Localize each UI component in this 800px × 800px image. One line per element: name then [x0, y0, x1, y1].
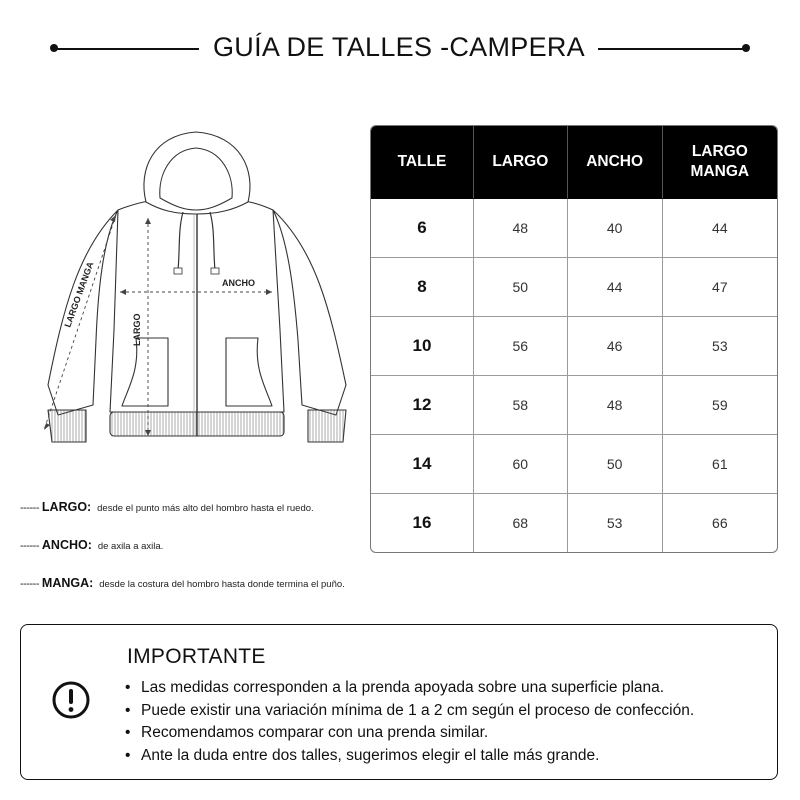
- header-ancho: ANCHO: [568, 126, 663, 199]
- legend-dash: ------: [20, 540, 39, 552]
- table-row: [371, 258, 777, 317]
- important-item: • Las medidas corresponden a la prenda apoyada sobre una superficie plana.: [125, 677, 694, 700]
- legend-largo: [20, 500, 365, 516]
- cell-talle: 14: [371, 435, 474, 494]
- label-largo: LARGO: [132, 313, 142, 346]
- header-largo-manga: [663, 126, 777, 199]
- table-row: [371, 435, 777, 494]
- cell-largo-manga: 47: [663, 258, 777, 317]
- cell-ancho: 50: [568, 435, 663, 494]
- important-item: • Recomendamos comparar con una prenda similar.: [125, 722, 694, 745]
- cell-ancho: 46: [568, 317, 663, 376]
- legend-term: MANGA:: [41, 576, 94, 590]
- important-item: • Ante la duda entre dos talles, sugerimos elegir el talle más grande.: [125, 745, 694, 768]
- legend-term: LARGO:: [41, 500, 92, 514]
- cell-largo: 48: [474, 199, 568, 258]
- cell-ancho: 53: [568, 494, 663, 552]
- legend-dash: ------: [20, 502, 39, 514]
- header-largo-manga-label: LARGO MANGA: [690, 143, 750, 180]
- table-row: [371, 494, 777, 552]
- measurement-legend: [20, 500, 365, 605]
- cell-largo-manga: 53: [663, 317, 777, 376]
- cell-largo-manga: 44: [663, 199, 777, 258]
- legend-desc: desde la costura del hombro hasta donde termina el puño.: [99, 579, 345, 590]
- cell-largo: 68: [474, 494, 568, 552]
- cell-largo: 60: [474, 435, 568, 494]
- important-list: [125, 677, 694, 767]
- cell-talle: 10: [371, 317, 474, 376]
- cell-largo: 50: [474, 258, 568, 317]
- legend-term: ANCHO:: [41, 538, 92, 552]
- title-line-left: [54, 48, 199, 50]
- cell-ancho: 48: [568, 376, 663, 435]
- important-box: [20, 624, 778, 780]
- table-row: [371, 376, 777, 435]
- table-row: [371, 199, 777, 258]
- cell-largo-manga: 61: [663, 435, 777, 494]
- legend-desc: desde el punto más alto del hombro hasta el ruedo.: [97, 503, 314, 514]
- page-title: GUÍA DE TALLES -CAMPERA: [212, 32, 585, 62]
- title-line-right: [598, 48, 746, 50]
- label-ancho: ANCHO: [222, 278, 255, 288]
- size-table: [370, 125, 778, 553]
- cell-ancho: 40: [568, 199, 663, 258]
- cell-talle: 8: [371, 258, 474, 317]
- cell-ancho: 44: [568, 258, 663, 317]
- legend-desc: de axila a axila.: [97, 541, 164, 552]
- cell-largo: 56: [474, 317, 568, 376]
- cell-largo-manga: 66: [712, 515, 728, 531]
- title-dot-right: [742, 44, 750, 52]
- important-title: IMPORTANTE: [127, 645, 266, 668]
- table-header-row: [371, 126, 777, 199]
- cell-largo: 58: [474, 376, 568, 435]
- important-item: • Puede existir una variación mínima de 1 a 2 cm según el proceso de confección.: [125, 700, 694, 723]
- cell-talle: 12: [371, 376, 474, 435]
- cell-largo-manga: 59: [663, 376, 777, 435]
- jacket-illustration: [18, 120, 358, 460]
- cell-talle: 16: [371, 494, 474, 552]
- title-row: [0, 28, 800, 68]
- legend-ancho: [20, 538, 365, 554]
- exclamation-circle-icon: [51, 680, 91, 720]
- header-largo: LARGO: [474, 126, 568, 199]
- label-largo-manga: LARGO MANGA: [62, 260, 96, 329]
- cell-talle: 6: [371, 199, 474, 258]
- table-row: [371, 317, 777, 376]
- header-talle: TALLE: [371, 126, 474, 199]
- legend-dash: ------: [20, 578, 39, 590]
- legend-manga: [20, 576, 365, 592]
